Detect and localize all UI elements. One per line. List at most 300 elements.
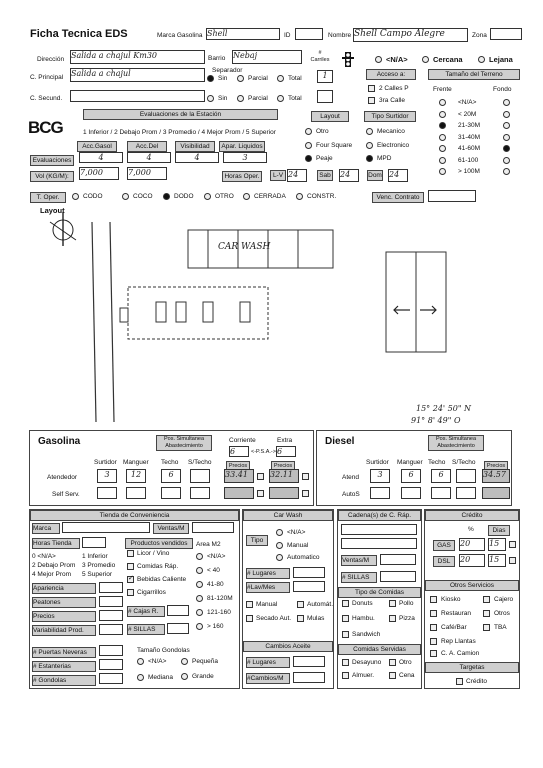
acc-gasol-header: Acc.Gasol <box>77 141 117 152</box>
dsl-pct-field[interactable] <box>459 554 485 567</box>
area-option-label: < 40 <box>207 567 220 574</box>
credito-tarjeta-check[interactable] <box>456 678 463 685</box>
gond-mediana-radio[interactable] <box>137 674 144 681</box>
desayuno-check[interactable] <box>342 659 349 666</box>
aceite-cambios-field[interactable] <box>293 672 325 683</box>
toper-radio[interactable] <box>122 193 129 200</box>
producto-check[interactable] <box>127 563 134 570</box>
producto-check[interactable] <box>127 576 134 583</box>
carwash-manual-check[interactable] <box>246 601 253 608</box>
tienda-eval-label: Precios <box>32 611 96 622</box>
gond-pequena-label: Pequeña <box>192 658 219 665</box>
almuer-label: Almuer. <box>352 672 375 679</box>
frente-radio[interactable] <box>439 99 446 106</box>
area-radio[interactable] <box>196 609 203 616</box>
dsl-col-techo: Techo <box>428 459 446 466</box>
fondo-label: Fondo <box>493 86 512 93</box>
barrio-label: Barrio <box>208 55 226 62</box>
cadena-sillas-label: # SILLAS <box>341 572 377 583</box>
aceite-lugares-label: # Lugares <box>246 657 290 668</box>
dom-field[interactable] <box>388 169 408 182</box>
toper-option-label: CONSTR. <box>307 193 337 200</box>
carriles2-field[interactable] <box>317 90 333 103</box>
toper-label: T. Oper. <box>30 192 66 203</box>
frente-radio[interactable] <box>439 134 446 141</box>
dsl-autos-manguer[interactable] <box>401 487 421 499</box>
layout-otro-radio[interactable] <box>305 128 312 135</box>
donuts-check[interactable] <box>342 600 349 607</box>
tienda-ventas-field[interactable] <box>192 522 234 533</box>
toper-option-label: COCO <box>133 193 153 200</box>
dsl-precios-label: Precios <box>484 461 508 472</box>
marca-field[interactable] <box>206 28 280 40</box>
comidas-servidas-header: Comidas Servidas <box>338 644 421 655</box>
acc-del-field[interactable] <box>127 152 171 163</box>
dsl-att-techo-value: 6 <box>438 470 444 479</box>
acc-del-value: 4 <box>146 153 152 162</box>
gas-self-techo[interactable] <box>161 487 181 499</box>
separador-label: Separador <box>212 67 243 74</box>
terreno-option-label: 21-30M <box>458 122 481 129</box>
atend-label: Atend <box>342 474 359 481</box>
dsl-att-stecho[interactable] <box>456 469 476 483</box>
layout-otro-label: Otro <box>316 128 329 135</box>
direccion-field[interactable] <box>70 50 205 64</box>
extra-value: 6 <box>277 447 283 456</box>
visibilidad-field[interactable] <box>175 152 219 163</box>
tienda-eval-label: Variabilidad Prod. <box>32 625 96 636</box>
dsl-col-stecho: S/Techo <box>452 459 476 466</box>
carwash-secado-check-label: Secado Aut. <box>256 615 292 622</box>
extra-label: Extra <box>277 437 293 444</box>
pizza-label: Pizza <box>399 615 415 622</box>
credito-gas-label: GAS <box>433 540 455 551</box>
diesel-pos-sim: Pos. Simultanea Abastecimiento <box>428 435 484 451</box>
dsl-att-manguer[interactable] <box>401 469 421 483</box>
secund-field[interactable] <box>70 90 205 102</box>
acceso-3ra-check[interactable] <box>368 97 375 104</box>
cadena-header: Cadena(s) de C. Ráp. <box>338 510 421 521</box>
terreno-option-label: <N/A> <box>458 99 477 106</box>
surtidor-mecanico-radio[interactable] <box>366 128 373 135</box>
terreno-header: Tamaño del Terreno <box>428 69 520 80</box>
gas-precio2-check[interactable] <box>302 473 309 480</box>
tienda-marca-field[interactable] <box>62 522 150 533</box>
vol1-field[interactable] <box>79 167 119 180</box>
zona-label: Zona <box>472 32 487 39</box>
horas-tienda-label: Horas Tienda <box>32 538 80 549</box>
sab-label: Sab <box>317 170 333 181</box>
bcg-logo: BCG <box>28 118 63 137</box>
gas-dias-field[interactable] <box>488 538 506 551</box>
dsl-att-manguer-value: 6 <box>408 470 414 479</box>
gond-na-radio[interactable] <box>137 658 144 665</box>
toper-radio[interactable] <box>204 193 211 200</box>
gond-grande-radio[interactable] <box>181 673 188 680</box>
extra-field[interactable] <box>276 446 296 457</box>
distancia-na-label: <N/A> <box>386 55 408 64</box>
gond-na-label: <N/A> <box>148 658 167 665</box>
distancia-na-radio[interactable] <box>375 56 382 63</box>
fondo-radio[interactable] <box>503 122 510 129</box>
otros-servicio-check[interactable] <box>430 610 437 617</box>
dsl-autos-stecho[interactable] <box>456 487 476 499</box>
secund-label: C. Secund. <box>30 95 63 102</box>
credito-pct-label: % <box>468 526 474 533</box>
credito-tarjeta-label: Crédito <box>466 678 487 685</box>
tienda-eval-field[interactable] <box>99 596 123 607</box>
producto-check[interactable] <box>127 550 134 557</box>
gas-precio2-field[interactable] <box>269 469 299 483</box>
donuts-label: Donuts <box>352 600 373 607</box>
gond-pequena-radio[interactable] <box>181 658 188 665</box>
dom-label: Dom <box>368 172 382 179</box>
terreno-option-label: 31-40M <box>458 133 481 141</box>
fondo-radio[interactable] <box>503 99 510 106</box>
acceso-header: Acceso a: <box>366 69 416 80</box>
lv-field[interactable] <box>287 169 307 182</box>
credito-dias-label: Dias <box>488 525 510 536</box>
area-option-label: > 160 <box>207 623 224 630</box>
gas-col-stecho: S/Techo <box>188 459 212 466</box>
vol2-value: 7,000 <box>128 168 151 177</box>
terreno-option-label: 41-60M <box>458 145 481 152</box>
acc-gasol-field[interactable] <box>79 152 123 163</box>
cadena-name-field-2[interactable] <box>341 538 417 549</box>
gas-att-techo-value: 6 <box>168 470 174 479</box>
cadena-ventas-label: Ventas/M <box>341 555 377 566</box>
toper-option-label: OTRO <box>215 193 234 200</box>
terreno-option-label: 61-100 <box>458 156 479 164</box>
area-option-label: 41-80 <box>207 581 224 588</box>
dsl-att-surtidor[interactable] <box>370 469 390 483</box>
targetas-header: Targetas <box>425 662 519 673</box>
gas-self-surtidor[interactable] <box>97 487 117 499</box>
gas-att-surtidor[interactable] <box>97 469 117 483</box>
producto-check[interactable] <box>127 589 134 596</box>
area-option-label: 81-120M <box>207 595 233 602</box>
sandwich-check[interactable] <box>342 631 349 638</box>
carwash-automatico-label: Automatico <box>287 554 320 561</box>
tienda-scale-3: 3 Promedio <box>82 562 116 569</box>
gondolas-label: # Gondolas <box>32 675 96 686</box>
layout-sketch <box>28 212 524 428</box>
gasolina-pos-sim: Pos. Simultanea Abastecimiento <box>156 435 212 451</box>
diesel-title: Diesel <box>325 436 355 447</box>
barrio-value: Nebaj <box>233 51 258 60</box>
cercana-label: Cercana <box>433 55 463 64</box>
gas-att-surtidor-value: 3 <box>104 470 110 479</box>
producto-label: Bebidas Caliente <box>137 576 187 583</box>
tienda-eval-label: Apariencia <box>32 583 96 594</box>
area-radio[interactable] <box>196 595 203 602</box>
gas-precio1-check[interactable] <box>257 473 264 480</box>
surtidor-mecanico-label: Mecanico <box>377 128 405 135</box>
area-option-label: 121-160 <box>207 609 231 616</box>
form-title: Ficha Tecnica EDS <box>30 28 128 40</box>
tienda-scale-1: 1 Inferior <box>82 553 108 560</box>
dsl-autos-precio[interactable] <box>482 487 510 499</box>
producto-label: Cigarrillos <box>137 589 166 596</box>
nombre-field[interactable] <box>353 28 468 42</box>
carwash-automat-check-label: Automát. <box>307 601 334 608</box>
gas-precios-label: Precios <box>226 461 250 472</box>
gas-att-stecho[interactable] <box>190 469 210 483</box>
gas-pct-field[interactable] <box>459 538 485 551</box>
venc-contrato-field[interactable] <box>428 190 476 202</box>
tienda-marca-label: Marca <box>32 523 60 534</box>
dsl-autos-techo[interactable] <box>431 487 451 499</box>
separador2-parcial-radio[interactable] <box>237 95 244 102</box>
gas-dias-value: 15 <box>489 539 500 548</box>
cercana-radio[interactable] <box>422 56 429 63</box>
dsl-autos-surtidor[interactable] <box>370 487 390 499</box>
tienda-eval-field[interactable] <box>99 624 123 635</box>
carwash-manual-radio[interactable] <box>276 542 283 549</box>
hambu-label: Hambu. <box>352 615 375 622</box>
corriente-field[interactable] <box>229 446 249 457</box>
dom-value: 24 <box>389 170 400 179</box>
separador-sin-radio[interactable] <box>207 75 214 82</box>
area-radio[interactable] <box>196 567 203 574</box>
hambu-check[interactable] <box>342 615 349 622</box>
dsl-dias-value: 15 <box>489 555 500 564</box>
gas-self-precio1-check[interactable] <box>257 490 264 497</box>
visibilidad-value: 4 <box>194 153 200 162</box>
otros-servicio-label: Otros <box>494 610 510 617</box>
gas-self-manguer[interactable] <box>126 487 146 499</box>
cena-label: Cena <box>399 672 415 679</box>
corriente-label: Corriente <box>229 437 256 444</box>
tam-gond-label: Tamaño Gondolas <box>137 647 190 654</box>
gas-att-manguer[interactable] <box>126 469 146 483</box>
horas-tienda-field[interactable] <box>82 537 106 548</box>
toper-radio[interactable] <box>163 193 170 200</box>
gas-self-precio1[interactable] <box>224 487 254 499</box>
toper-radio[interactable] <box>72 193 79 200</box>
carriles-value: 1 <box>322 71 328 80</box>
carwash-mulas-check[interactable] <box>297 615 304 622</box>
separador-sin-label: Sin <box>218 75 228 82</box>
gas-self-precio2-check[interactable] <box>302 490 309 497</box>
tienda-scale-0: 0 <N/A> <box>32 553 56 560</box>
gondolas-field[interactable] <box>99 673 123 684</box>
cadena-name-field-1[interactable] <box>341 524 417 535</box>
cadena-sillas-field[interactable] <box>380 571 416 582</box>
surtidor-electronico-radio[interactable] <box>366 142 373 149</box>
aceite-cambios-label: #Cambios/M <box>246 673 290 684</box>
carwash-sketch-label: CAR WASH <box>218 242 271 252</box>
otros-servicio-check[interactable] <box>483 610 490 617</box>
gas-precios-label-2: Precios <box>271 461 295 472</box>
acc-del-header: Acc.Del <box>127 141 167 152</box>
apar-liquidos-header: Apar. Liquidos <box>219 141 265 152</box>
credito-header: Crédito <box>425 510 519 521</box>
tienda-eval-label: Peatones <box>32 597 96 608</box>
tienda-sillas-field[interactable] <box>167 623 189 634</box>
gas-col-surtidor: Surtidor <box>94 459 117 466</box>
toper-radio[interactable] <box>243 193 250 200</box>
dsl-col-manguer: Manguer <box>397 459 423 466</box>
gas-col-techo: Techo <box>161 459 179 466</box>
separador-parcial-radio[interactable] <box>237 75 244 82</box>
otros-servicio-check[interactable] <box>483 624 490 631</box>
otro-comida-check[interactable] <box>389 659 396 666</box>
cadena-ventas-field[interactable] <box>380 554 416 565</box>
tipo-comidas-header: Tipo de Comidas <box>338 587 421 598</box>
productos-header: Productos vendidos <box>125 538 193 549</box>
producto-label: Comidas Ráp. <box>137 563 179 570</box>
direccion-label: Dirección <box>37 56 65 63</box>
aceite-lugares-field[interactable] <box>293 656 325 667</box>
layout-peaje-radio[interactable] <box>305 155 312 162</box>
coord-lat: 15° 24' 50" N <box>416 404 472 413</box>
otros-servicio-label: Cajero <box>494 596 514 603</box>
carwash-automat-check[interactable] <box>297 601 304 608</box>
principal-label: C. Principal <box>30 74 64 81</box>
credito-dsl-label: DSL <box>433 556 455 567</box>
marca-label: Marca Gasolina <box>157 32 203 39</box>
principal-value: Salida a chajul <box>71 69 131 78</box>
tienda-eval-field[interactable] <box>99 582 123 593</box>
gond-grande-label: Grande <box>192 673 214 680</box>
cajas-label: # Cajas R. <box>127 606 165 617</box>
pollo-check[interactable] <box>389 600 396 607</box>
separador2-total-label: Total <box>288 95 302 102</box>
puertas-label: # Puertas Neveras <box>32 647 96 658</box>
sab-value: 24 <box>340 170 351 179</box>
frente-radio[interactable] <box>439 122 446 129</box>
dsl-att-surtidor-value: 3 <box>377 470 383 479</box>
area-radio[interactable] <box>196 553 203 560</box>
area-radio[interactable] <box>196 623 203 630</box>
tienda-eval-field[interactable] <box>99 610 123 621</box>
barrio-field[interactable] <box>232 50 302 64</box>
gas-self-stecho[interactable] <box>190 487 210 499</box>
id-field[interactable] <box>295 28 323 40</box>
otros-servicio-check[interactable] <box>430 650 437 657</box>
visibilidad-header: Visibilidad <box>175 141 215 152</box>
frente-radio[interactable] <box>439 168 446 175</box>
separador2-sin-label: Sin <box>218 95 228 102</box>
otros-servicio-label: Kiosko <box>441 596 461 603</box>
surtidor-mpd-label: MPD <box>377 155 392 162</box>
apar-liquidos-field[interactable] <box>223 152 267 163</box>
layout-four-radio[interactable] <box>305 142 312 149</box>
estanterias-field[interactable] <box>99 659 123 670</box>
frente-radio[interactable] <box>439 157 446 164</box>
tienda-scale-4: 4 Mejor Prom <box>32 571 72 578</box>
direccion-value: Salida a chajul Km30 <box>71 51 157 60</box>
atendedor-label: Atendedor <box>47 474 77 481</box>
toper-radio[interactable] <box>296 193 303 200</box>
nombre-label: Nombre <box>328 32 352 39</box>
gas-att-manguer-value: 12 <box>130 470 142 479</box>
gas-att-techo[interactable] <box>161 469 181 483</box>
otros-servicio-check[interactable] <box>430 624 437 631</box>
fondo-radio[interactable] <box>503 134 510 141</box>
dsl-col-surtidor: Surtidor <box>366 459 389 466</box>
toper-option-label: CODO <box>83 193 103 200</box>
separador-total-radio[interactable] <box>277 75 284 82</box>
separador-total-label: Total <box>288 75 302 82</box>
otro-comida-label: Otro <box>399 659 412 666</box>
dsl-precio-field[interactable] <box>482 469 510 483</box>
gas-precio1-value: 33.41 <box>225 470 248 479</box>
surtidor-mpd-radio[interactable] <box>366 155 373 162</box>
gas-credito-check[interactable] <box>509 541 516 548</box>
carwash-manual-check-label: Manual <box>256 601 278 608</box>
lejana-radio[interactable] <box>478 56 485 63</box>
area-radio[interactable] <box>196 581 203 588</box>
separador2-total-radio[interactable] <box>277 95 284 102</box>
venc-contrato-label: Venc. Contrato <box>372 192 424 203</box>
separador2-parcial-label: Parcial <box>248 95 268 102</box>
sketch-layout-label: Layout <box>40 206 65 215</box>
puertas-field[interactable] <box>99 645 123 656</box>
toper-option-label: CERRADA <box>254 193 286 200</box>
gas-precio1-field[interactable] <box>224 469 254 483</box>
gas-self-precio2[interactable] <box>269 487 299 499</box>
traffic-light-icon <box>342 52 354 68</box>
carwash-lav-field[interactable] <box>293 581 325 592</box>
surtidor-header: Tipo Surtidor <box>364 111 416 122</box>
terreno-option-label: < 20M <box>458 110 477 118</box>
tienda-header: Tienda de Conveniencia <box>30 510 239 521</box>
otros-servicio-check[interactable] <box>430 638 437 645</box>
lv-label: L-V <box>270 170 286 181</box>
evaluaciones-label: Evaluaciones <box>30 155 74 166</box>
acc-gasol-value: 4 <box>98 153 104 162</box>
cajas-field[interactable] <box>167 605 189 616</box>
fondo-radio[interactable] <box>503 111 510 118</box>
toper-option-label: DODO <box>174 193 194 200</box>
dsl-credito-check[interactable] <box>509 557 516 564</box>
psa-label: <-P.S.A.-> <box>251 449 276 455</box>
cena-check[interactable] <box>389 672 396 679</box>
carwash-secado-check[interactable] <box>246 615 253 622</box>
almuer-check[interactable] <box>342 672 349 679</box>
acceso-2calles-check[interactable] <box>368 85 375 92</box>
sandwich-label: Sandwich <box>352 631 381 638</box>
fondo-radio[interactable] <box>503 145 510 152</box>
sab-field[interactable] <box>339 169 359 182</box>
pizza-check[interactable] <box>389 615 396 622</box>
producto-label: Licor / Vino <box>137 550 170 557</box>
dsl-att-techo[interactable] <box>431 469 451 483</box>
fondo-radio[interactable] <box>503 157 510 164</box>
carwash-na-radio[interactable] <box>276 529 283 536</box>
vol2-field[interactable] <box>127 167 167 180</box>
carwash-lugares-field[interactable] <box>293 567 325 578</box>
frente-radio[interactable] <box>439 145 446 152</box>
otros-servicio-label: Café/Bar <box>441 624 467 631</box>
principal-field[interactable] <box>70 68 205 82</box>
vol-label: Vol (KG/M): <box>30 171 74 182</box>
otros-servicio-check[interactable] <box>483 596 490 603</box>
self-serv-label: Self Serv. <box>52 491 80 498</box>
separador2-sin-radio[interactable] <box>207 95 214 102</box>
carwash-automatico-radio[interactable] <box>276 554 283 561</box>
zona-field[interactable] <box>490 28 522 40</box>
carwash-na-label: <N/A> <box>287 529 306 536</box>
otros-servicio-check[interactable] <box>430 596 437 603</box>
fondo-radio[interactable] <box>503 168 510 175</box>
dsl-dias-field[interactable] <box>488 554 506 567</box>
acceso-3ra-label: 3ra Calle <box>379 97 406 104</box>
carriles-field[interactable] <box>317 70 333 83</box>
frente-radio[interactable] <box>439 111 446 118</box>
